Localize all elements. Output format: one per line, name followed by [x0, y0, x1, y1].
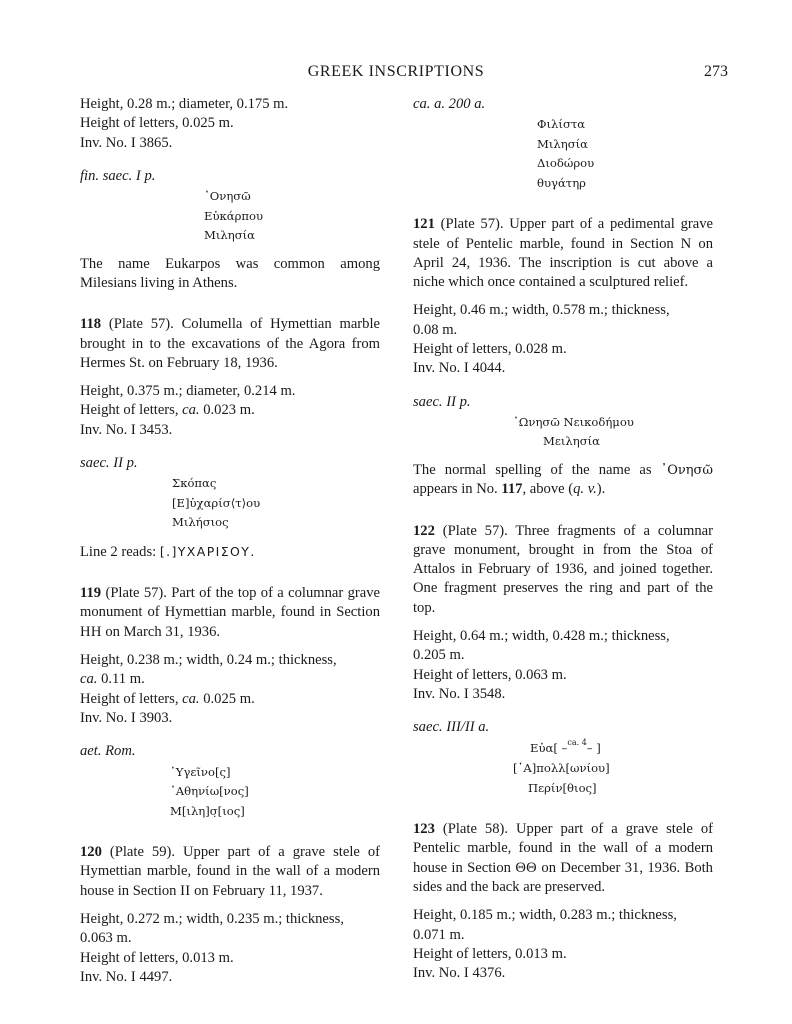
letter-height: Height of letters, 0.025 m.: [80, 115, 234, 132]
dating: saec. II p.: [80, 455, 138, 472]
page-header: [0, 63, 792, 85]
inscription-line: Μιλησία: [537, 136, 589, 151]
inscription-line: Φιλίστα: [537, 117, 586, 132]
section-label: ΗΗ: [80, 623, 102, 640]
letter-height: Height of letters, 0.013 m.: [413, 945, 567, 962]
dating: aet. Rom.: [80, 743, 136, 760]
left-column: [80, 95, 380, 987]
running-title: GREEK INSCRIPTIONS: [307, 63, 485, 80]
dimensions: Height, 0.46 m.; width, 0.578 m.; thickness,: [413, 302, 670, 319]
dimensions: Height, 0.64 m.; width, 0.428 m.; thickness,: [413, 628, 670, 645]
entry-number: 120: [80, 844, 102, 861]
inscription-line: Εὐα[ –$^{ca. 4}$– ]: [530, 737, 601, 755]
dating: saec. III/II a.: [413, 719, 490, 736]
inventory-number: Inv. No. I 3903.: [80, 709, 173, 726]
inscription-line: θυγάτηρ: [537, 175, 586, 190]
entry-description: (Plate 57). Three fragments of a columnar grave monument, brought in from the Stoa of Attalos in February of 1936, and joined together. One fragment preserves the ring and part of the top.: [413, 522, 713, 616]
dating: saec. II p.: [413, 393, 471, 410]
inscription-text: [413, 115, 713, 193]
right-column: [413, 95, 713, 983]
entry-117-continued: [80, 95, 380, 293]
commentary: The name Eukarpos was common among Milesians living in Athens.: [80, 255, 380, 291]
dimensions: Height, 0.238 m.; width, 0.24 m.; thickness,: [80, 652, 337, 669]
inscription-line: ῾Υγεῖνο[ς]: [170, 764, 231, 779]
dimensions: Height, 0.185 m.; width, 0.283 m.; thickness,: [413, 907, 677, 924]
dimensions-cont: 0.063 m.: [80, 930, 132, 947]
inscription-text: [413, 413, 713, 452]
entry-number: 121: [413, 216, 435, 233]
letter-height: Height of letters, 0.063 m.: [413, 666, 567, 683]
dimensions-cont: ca. 0.11 m.: [80, 671, 145, 688]
inventory-number: Inv. No. I 3865.: [80, 134, 173, 151]
entry-118: [80, 315, 380, 562]
dimensions-cont: 0.071 m.: [413, 926, 465, 943]
entry-123: 123 (Plate 58). Upper part of a grave stele of Pentelic marble, found in the wall of a modern house in Section ΘΘ on December 31, 1936. Both sides and the back are preserved. Height, 0.185 m.; width, 0.283 m.; thickness, 0.071 m. Height of letters, 0.013 m. Inv. No. I 4376.: [413, 820, 713, 983]
inscription-line: ᾿Ωνησῶ Νεικοδήμου: [513, 414, 634, 429]
dimensions: Height, 0.28 m.; diameter, 0.175 m.: [80, 96, 289, 112]
inventory-number: Inv. No. I 4376.: [413, 965, 506, 982]
inscription-line: Μειλησία: [543, 434, 601, 449]
dimensions-cont: 0.08 m.: [413, 321, 458, 338]
inventory-number: Inv. No. I 3453.: [80, 421, 173, 438]
entry-119: 119 (Plate 57). Part of the top of a columnar grave monument of Hymettian marble, found in Section ΗΗ on March 31, 1936. Height, 0.238 m.; width, 0.24 m.; thickness, ca. 0.11 m. Height of letters, ca. 0.025 m. Inv. No. I 3903. aet. Rom. ῾Υγεῖνο[ς] ᾿Αθηνίω[νος] Μ[ιλη]σ̣[ιος]: [80, 584, 380, 821]
letter-height: Height of letters, 0.013 m.: [80, 949, 234, 966]
dimensions: Height, 0.375 m.; diameter, 0.214 m.: [80, 383, 296, 400]
inscription-line: Διοδώρου: [537, 156, 595, 171]
inventory-number: Inv. No. I 4497.: [80, 968, 173, 985]
entry-number: 119: [80, 585, 102, 602]
inscription-line: Μιλησία: [204, 228, 256, 243]
inscription-text: [80, 763, 380, 822]
entry-121: 121 (Plate 57). Upper part of a pedimental grave stele of Pentelic marble, found in Section Ν on April 24, 1936. The inscription is cut above a niche which once contained a sculptured relief. Height, 0.46 m.; width, 0.578 m.; thickness, 0.08 m. Height of letters, 0.028 m. Inv. No. I 4044. saec. II p. ᾿Ωνησῶ Νεικοδήμου Μειλησία The normal spelling of the name as ᾿Ονησῶ appears in No. 117, above (q. v.).: [413, 215, 713, 499]
section-label: ΘΘ: [515, 859, 538, 876]
inventory-number: Inv. No. I 4044.: [413, 360, 506, 377]
inscription-text: [80, 187, 380, 246]
dating: ca. a. 200 a.: [413, 96, 486, 112]
page-number: 273: [704, 63, 728, 80]
entry-120: 120 (Plate 59). Upper part of a grave stele of Hymettian marble, found in the wall of a modern house in Section ΙΙ on February 11, 1937. Height, 0.272 m.; width, 0.235 m.; thickness, 0.063 m. Height of letters, 0.013 m. Inv. No. I 4497.: [80, 843, 380, 987]
dimensions-cont: 0.205 m.: [413, 647, 465, 664]
commentary: The normal spelling of the name as ᾿Ονησῶ appears in No. 117, above (q. v.).: [413, 461, 714, 498]
reading-note: Line 2 reads: [.]ΥΧΑΡΙΣΟΥ.: [80, 543, 256, 560]
dating: fin. saec. I p.: [80, 167, 156, 184]
inventory-number: Inv. No. I 3548.: [413, 685, 506, 702]
inscription-line: Εὐκάρπου: [204, 208, 264, 223]
entry-number: 123: [413, 821, 435, 838]
letter-height: Height of letters, ca. 0.023 m.: [80, 402, 255, 419]
entry-number: 122: [413, 522, 435, 539]
entry-number: 118: [80, 316, 102, 333]
inscription-line: ᾿Ονησῶ: [204, 189, 251, 204]
inscription-line: Μιλήσιος: [172, 515, 229, 530]
entry-120-text: [413, 95, 713, 193]
inscription-line: Σκόπας: [172, 476, 217, 491]
entry-description: (Plate 57). Columella of Hymettian marble brought in to the excavations of the Agora from Hermes St. on February 18, 1936.: [80, 316, 380, 371]
inscription-line: Μ[ιλη]σ̣[ιος]: [170, 803, 245, 818]
section-label: Ν: [680, 235, 692, 252]
entry-122: [413, 522, 713, 798]
inscription-text: [80, 474, 380, 533]
letter-height: Height of letters, 0.028 m.: [413, 341, 567, 358]
inscription-line: [᾿Α]πολλ[ωνίου]: [513, 761, 610, 776]
dimensions: Height, 0.272 m.; width, 0.235 m.; thickness,: [80, 910, 344, 927]
letter-height: Height of letters, ca. 0.025 m.: [80, 690, 255, 707]
inscription-line: ᾿Αθηνίω[νος]: [170, 784, 249, 799]
inscription-line: Περίν[θιος]: [528, 780, 597, 795]
inscription-line: [Ε]ὐχαρίσ⟨τ⟩ου: [172, 495, 261, 510]
section-label: ΙΙ: [180, 882, 191, 899]
inscription-text: [413, 739, 713, 799]
